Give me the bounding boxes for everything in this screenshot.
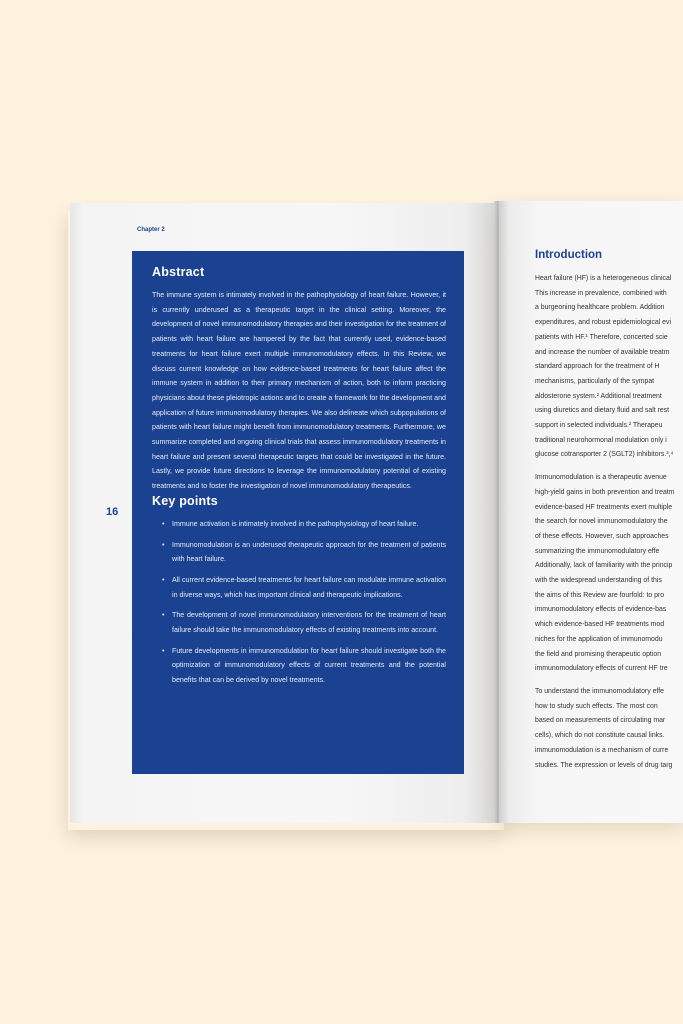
- intro-line: summarizing the immunomodulatory effe: [535, 547, 660, 555]
- intro-line: studies. The expression or levels of drug targ: [535, 761, 673, 769]
- key-points-title: Key points: [152, 493, 218, 508]
- intro-line: the field and promising therapeutic option: [535, 650, 662, 658]
- key-point-item: • The development of novel immunomodulatory interventions for the treatment of heart failure should take the immunomodulatory effects of existing treatments into account.: [162, 608, 446, 637]
- intro-line: support in selected individuals.² Therapeu: [535, 422, 663, 430]
- intro-line: the search for novel immunomodulatory the: [535, 518, 668, 526]
- intro-line: This increase in prevalence, combined with: [535, 289, 667, 297]
- intro-line: traditional neurohormonal modulation only i: [535, 436, 667, 444]
- intro-line: immunomodulatory effects of current HF tre: [535, 665, 668, 673]
- intro-line: niches for the application of immunomodu: [535, 635, 663, 643]
- intro-line: which evidence-based HF treatments mod: [535, 621, 665, 629]
- intro-paragraph: [535, 272, 683, 463]
- intro-line: with the widespread understanding of this: [535, 577, 662, 585]
- intro-line: To understand the immunomodulatory effe: [535, 687, 664, 695]
- key-point-item: • Future developments in immunomodulation for heart failure should investigate both the optimization of immunomodulatory effects of current treatments and the potential benefits that can be derived by novel treatments.: [162, 644, 446, 688]
- left-page: [70, 203, 498, 823]
- abstract-title: Abstract: [152, 265, 205, 279]
- intro-line: of these effects. However, such approaches: [535, 532, 669, 540]
- intro-line: mechanisms, particularly of the sympat: [535, 377, 655, 385]
- abstract-panel: [132, 251, 464, 774]
- intro-line: the aims of this Review are fourfold: to pro: [535, 591, 665, 599]
- intro-line: Additionally, lack of familiarity with the princip: [535, 562, 673, 570]
- key-point-item: • All current evidence-based treatments for heart failure can modulate immune activation in diverse ways, which has important clinical and therapeutic implications.: [162, 573, 446, 602]
- key-points-list: [152, 517, 446, 688]
- intro-line: a burgeoning healthcare problem. Addition: [535, 304, 665, 312]
- intro-line: based on measurements of circulating mar: [535, 717, 666, 725]
- intro-line: cells), which do not constitute causal links.: [535, 732, 665, 740]
- intro-line: aldosterone system.² Additional treatment: [535, 392, 662, 400]
- intro-line: evidence-based HF treatments exert multiple: [535, 503, 673, 511]
- intro-line: glucose cotransporter 2 (SGLT2) inhibitors.³,⁴: [535, 451, 674, 459]
- abstract-text: The immune system is intimately involved in the pathophysiology of heart failure. However, it is currently underused as a therapeutic target in the clinical setting. Moreover, the development of novel immunomodulatory therapies and their investigation for the treatment of patients with heart failure are hampered by the fact that currently used, evidence-based treatments for heart failure exert multiple immunomodulatory effects. In this Review, we discuss current knowledge on how evidence-based treatments for heart failure affect the immune system in addition to their primary mechanism of action, both to inform practicing physicians about these pleiotropic actions and to create a framework for the development and application of future immunomodulatory therapies. We also delineate which subpopulations of patients with heart failure might benefit from immunomodulatory treatments. Furthermore, we summarize completed and ongoing clinical trials that assess immunomodulatory treatments in heart failure and present several therapeutic targets that could be investigated in the future. Lastly, we provide future directions to leverage the immunomodulatory potential of existing treatments and to foster the investigation of novel immunomodulatory therapeutics.: [152, 291, 446, 491]
- intro-line: Immunomodulation is a therapeutic avenue: [535, 474, 667, 482]
- intro-line: Heart failure (HF) is a heterogeneous clinical: [535, 275, 672, 282]
- key-point-item: • Immune activation is intimately involved in the pathophysiology of heart failure.: [162, 517, 446, 532]
- introduction-title: Introduction: [535, 249, 603, 261]
- intro-line: immunomodulation is a mechanism of curre: [535, 746, 669, 754]
- intro-line: patients with HF.¹ Therefore, concerted scie: [535, 333, 668, 341]
- intro-line: and increase the number of available treatm: [535, 348, 670, 356]
- introduction-section: [535, 249, 683, 781]
- intro-line: standard approach for the treatment of H: [535, 363, 660, 371]
- intro-paragraph: [535, 685, 683, 773]
- key-point-item: • Immunomodulation is an underused therapeutic approach for the treatment of patients with heart failure.: [162, 538, 446, 567]
- intro-line: immunomodulatory effects of evidence-bas: [535, 606, 667, 614]
- intro-line: high-yield gains in both prevention and treatm: [535, 488, 675, 496]
- page-number: 16: [106, 506, 119, 518]
- intro-line: using diuretics and dietary fluid and salt rest: [535, 407, 670, 415]
- intro-line: expenditures, and robust epidemiological evi: [535, 319, 671, 327]
- chapter-label: Chapter 2: [137, 227, 165, 233]
- intro-line: how to study such effects. The most con: [535, 702, 658, 710]
- right-page: [499, 201, 683, 823]
- intro-paragraph: [535, 471, 683, 677]
